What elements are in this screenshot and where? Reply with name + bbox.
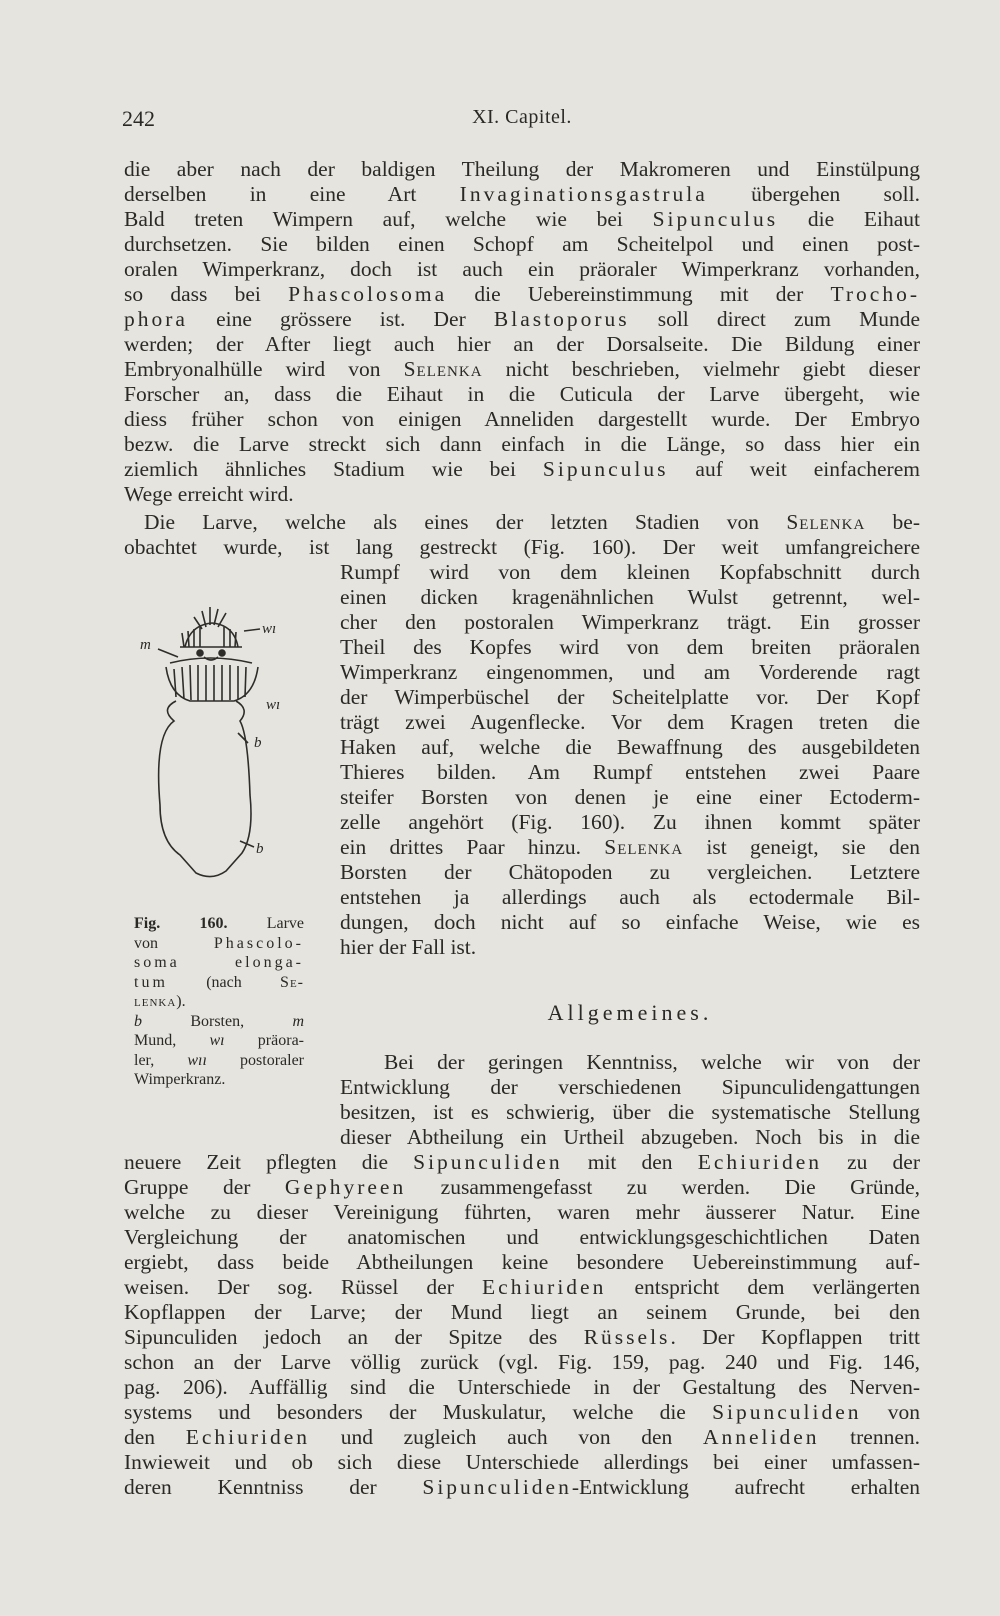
author-name: Selenka (604, 835, 684, 859)
text-run: Wimperkranz eingenommen, und am Vorderende ragt (340, 660, 920, 684)
spaced-term: Gephyreen (284, 1175, 407, 1199)
spaced-term: phora (124, 307, 188, 331)
caption-line (134, 992, 304, 1012)
text-run: steifer Borsten von denen je eine einer Ectoderm- (340, 785, 920, 809)
spaced-term: Sipunculus (652, 207, 779, 231)
text-run: der Wimperbüschel der Scheitelplatte vor. Der Kopf (340, 685, 920, 709)
text-line (340, 660, 920, 685)
text-line (340, 1075, 920, 1100)
text-run: Theil des Kopfes wird von dem breiten präoralen (340, 635, 920, 659)
caption-line (134, 1031, 304, 1051)
text-line (124, 1200, 920, 1225)
text-run: entspricht dem verlängerten (606, 1275, 920, 1299)
caption-line (134, 1012, 304, 1032)
text-line (340, 760, 920, 785)
text-line (340, 785, 920, 810)
spaced-term: Rüssels (583, 1325, 671, 1349)
spaced-term: soma elonga- (134, 954, 304, 971)
caption-line (134, 953, 304, 973)
label-b2: b (256, 841, 264, 857)
text-run: (nach (167, 973, 281, 991)
text-line (144, 510, 920, 535)
text-run: den (124, 1425, 186, 1449)
text-run: postoraler (206, 1051, 304, 1069)
text-line (340, 560, 920, 585)
text-line (124, 182, 920, 207)
text-line (124, 407, 920, 432)
text-line (340, 735, 920, 760)
text-run: auf weit einfacherem (668, 457, 920, 481)
caption-line (134, 914, 304, 934)
text-line (124, 1450, 920, 1475)
text-run: Forscher an, dass die Eihaut in die Cuticula der Larve übergeht, wie (124, 382, 920, 406)
text-run: obachtet wurde, ist lang gestreckt (Fig. 160). Der weit umfangreichere (124, 535, 920, 559)
text-run: Borsten der Chätopoden zu vergleichen. Letztere (340, 860, 920, 884)
figure-caption (134, 914, 304, 1090)
text-run: derselben in eine Art (124, 182, 460, 206)
text-run: Bald treten Wimpern auf, welche wie bei (124, 207, 653, 231)
label-m: m (140, 637, 151, 653)
text-line (340, 810, 920, 835)
text-line (124, 307, 920, 332)
text-run: Wege erreicht wird. (124, 482, 294, 506)
figure-number: Fig. 160. (134, 915, 228, 932)
text-run: ist geneigt, sie den (683, 835, 920, 859)
text-line (340, 585, 920, 610)
text-run: Wimperkranz. (134, 1071, 226, 1088)
text-line (124, 1225, 920, 1250)
text-line (384, 1050, 920, 1075)
text-run: Larve (227, 915, 304, 932)
italic-symbol: wı (209, 1032, 225, 1049)
text-run: cher den postoralen Wimperkranz trägt. Ein grosser (340, 610, 920, 634)
text-line (340, 685, 920, 710)
text-line (124, 1250, 920, 1275)
text-line (340, 610, 920, 635)
text-run: von (861, 1400, 920, 1424)
spaced-term: Sipunculiden (422, 1475, 572, 1499)
text-line (340, 1125, 920, 1150)
caption-line (134, 973, 304, 993)
spaced-term: Echiuriden (185, 1425, 311, 1449)
label-b1: b (254, 735, 262, 751)
larva-illustration (130, 605, 320, 905)
text-run: besitzen, ist es schwierig, über die systematische Stellung (340, 1100, 920, 1124)
text-run: dungen, doch nicht auf so einfache Weise, wie es (340, 910, 920, 934)
text-run: Die Larve, welche als eines der letzten Stadien von (144, 510, 787, 534)
text-run: ). (176, 993, 186, 1010)
text-run: schon an der Larve völlig zurück (vgl. Fig. 159, pag. 240 und Fig. 146, (124, 1350, 920, 1374)
spaced-term: Anneliden (702, 1425, 820, 1449)
text-line (124, 482, 920, 507)
text-line (124, 257, 920, 282)
text-run: durchsetzen. Sie bilden einen Schopf am Scheitelpol und einen post- (124, 232, 920, 256)
text-line (124, 1150, 920, 1175)
text-line (124, 1300, 920, 1325)
author-name: Selenka (403, 357, 483, 381)
text-run: die Uebereinstimmung mit der (447, 282, 831, 306)
spaced-term: Sipunculiden (712, 1400, 862, 1424)
text-line (124, 457, 920, 482)
text-run: von (134, 934, 214, 952)
text-run: weisen. Der sog. Rüssel der (124, 1275, 483, 1299)
text-line (124, 535, 920, 560)
caption-line (134, 1051, 304, 1071)
text-run: präora- (224, 1032, 304, 1049)
caption-line (134, 1070, 304, 1090)
text-run: Thieres bilden. Am Rumpf entstehen zwei Paare (340, 760, 920, 784)
page-number: 242 (122, 106, 155, 131)
text-run: Gruppe der (124, 1175, 285, 1199)
text-line (124, 1175, 920, 1200)
text-line (340, 910, 920, 935)
italic-symbol: b (134, 1012, 142, 1030)
text-line (340, 710, 920, 735)
text-run: Kopflappen der Larve; der Mund liegt an seinem Grunde, bei den (124, 1300, 920, 1324)
text-run: einen dicken kragenähnlichen Wulst getrennt, wel- (340, 585, 920, 609)
text-line (340, 635, 920, 660)
text-run: dieser Abtheilung ein Urtheil abzugeben. Noch bis in die (340, 1125, 920, 1149)
text-run: Borsten, (142, 1012, 293, 1030)
text-run: eine grössere ist. Der (187, 307, 494, 331)
text-run: zu der (822, 1150, 921, 1174)
text-run: bezw. die Larve streckt sich dann einfach in die Länge, so dass hier ein (124, 432, 920, 456)
text-run: ler, (134, 1051, 188, 1069)
text-run: oralen Wimperkranz, doch ist auch ein präoraler Wimperkranz vorhanden, (124, 257, 920, 281)
spaced-term: Phascolo- (213, 934, 304, 952)
text-run: Sipunculiden jedoch an der Spitze des (124, 1325, 584, 1349)
text-line (124, 382, 920, 407)
text-line (124, 1275, 920, 1300)
spaced-term: Invaginationsgastrula (459, 182, 708, 206)
text-line (340, 885, 920, 910)
text-line (124, 232, 920, 257)
text-run: Inwieweit und ob sich diese Unterschiede allerdings bei einer umfassen- (124, 1450, 920, 1474)
text-run: welche zu dieser Vereinigung führten, waren mehr äusserer Natur. Eine (124, 1200, 920, 1224)
label-w2: wı (266, 697, 281, 713)
larva-figure (130, 605, 320, 905)
text-run: deren Kenntniss der (124, 1475, 423, 1499)
text-line (124, 1350, 920, 1375)
italic-symbol: wıı (187, 1051, 207, 1069)
text-line (340, 935, 920, 960)
text-run: trägt zwei Augenflecke. Vor dem Kragen treten die (340, 710, 920, 734)
label-w1-top: wı (262, 621, 277, 637)
spaced-term: Blastoporus (493, 307, 630, 331)
text-run: ein drittes Paar hinzu. (340, 835, 605, 859)
spaced-term: Trocho- (830, 282, 920, 306)
text-run: soll direct zum Munde (629, 307, 920, 331)
text-run: Embryonalhülle wird von (124, 357, 404, 381)
text-line (124, 332, 920, 357)
spaced-term: Sipunculiden (413, 1150, 563, 1174)
text-line (124, 207, 920, 232)
text-run: nicht beschrieben, vielmehr giebt dieser (482, 357, 920, 381)
text-line (124, 1325, 920, 1350)
text-run: entstehen ja allerdings auch als ectodermale Bil- (340, 885, 920, 909)
text-line (124, 282, 920, 307)
author-name: Se- (280, 973, 304, 991)
text-run: pag. 206). Auffällig sind die Unterschiede in der Gestaltung des Nerven- (124, 1375, 920, 1399)
spaced-term: tum (134, 973, 168, 991)
spaced-term: Phascolosoma (288, 282, 448, 306)
author-name: lenka (134, 993, 177, 1010)
caption-line (134, 934, 304, 954)
text-run: systems und besonders der Muskulatur, welche die (124, 1400, 713, 1424)
text-line (124, 357, 920, 382)
text-run: ergiebt, dass beide Abtheilungen keine besondere Uebereinstimmung auf- (124, 1250, 920, 1274)
text-run: Vergleichung der anatomischen und entwicklungsgeschichtlichen Daten (124, 1225, 920, 1249)
text-run: . Der Kopflappen tritt (670, 1325, 920, 1349)
chapter-title: XI. Capitel. (472, 106, 572, 128)
text-run: Haken auf, welche die Bewaffnung des ausgebildeten (340, 735, 920, 759)
text-run: ziemlich ähnliches Stadium wie bei (124, 457, 543, 481)
text-line (124, 1425, 920, 1450)
spaced-term: Echiuriden (697, 1150, 823, 1174)
text-line (124, 157, 920, 182)
text-line (124, 432, 920, 457)
text-run: zusammengefasst zu werden. Die Gründe, (406, 1175, 921, 1199)
text-run: so dass bei (124, 282, 289, 306)
section-heading: Allgemeines. (547, 1000, 713, 1025)
text-run: und zugleich auch von den (310, 1425, 703, 1449)
italic-symbol: m (292, 1012, 304, 1030)
text-run: be- (865, 510, 920, 534)
text-run: Entwicklung der verschiedenen Sipunculidengattungen (340, 1075, 920, 1099)
text-run: übergehen soll. (707, 182, 920, 206)
text-run: diess früher schon von einigen Anneliden dargestellt wurde. Der Embryo (124, 407, 920, 431)
text-line (340, 835, 920, 860)
text-run: mit den (562, 1150, 698, 1174)
text-line (340, 1100, 920, 1125)
text-run: neuere Zeit pflegten die (124, 1150, 414, 1174)
text-run: zelle angehört (Fig. 160). Zu ihnen kommt später (340, 810, 920, 834)
running-head (122, 106, 922, 136)
author-name: Selenka (786, 510, 866, 534)
text-run: werden; der After liegt auch hier an der Dorsalseite. Die Bildung einer (124, 332, 920, 356)
text-run: hier der Fall ist. (340, 935, 477, 959)
text-run: -Entwicklung aufrecht erhalten (571, 1475, 920, 1499)
text-run: Mund, (134, 1032, 210, 1049)
spaced-term: Sipunculus (542, 457, 669, 481)
text-run: trennen. (819, 1425, 921, 1449)
text-run: die Eihaut (778, 207, 920, 231)
text-line (124, 1400, 920, 1425)
spaced-term: Echiuriden (482, 1275, 607, 1299)
text-run: die aber nach der baldigen Theilung der Makromeren und Einstülpung (124, 157, 920, 181)
text-line (124, 1375, 920, 1400)
text-run: Bei der geringen Kenntniss, welche wir von der (384, 1050, 920, 1074)
text-line (340, 860, 920, 885)
text-line (124, 1475, 920, 1500)
text-run: Rumpf wird von dem kleinen Kopfabschnitt durch (340, 560, 920, 584)
